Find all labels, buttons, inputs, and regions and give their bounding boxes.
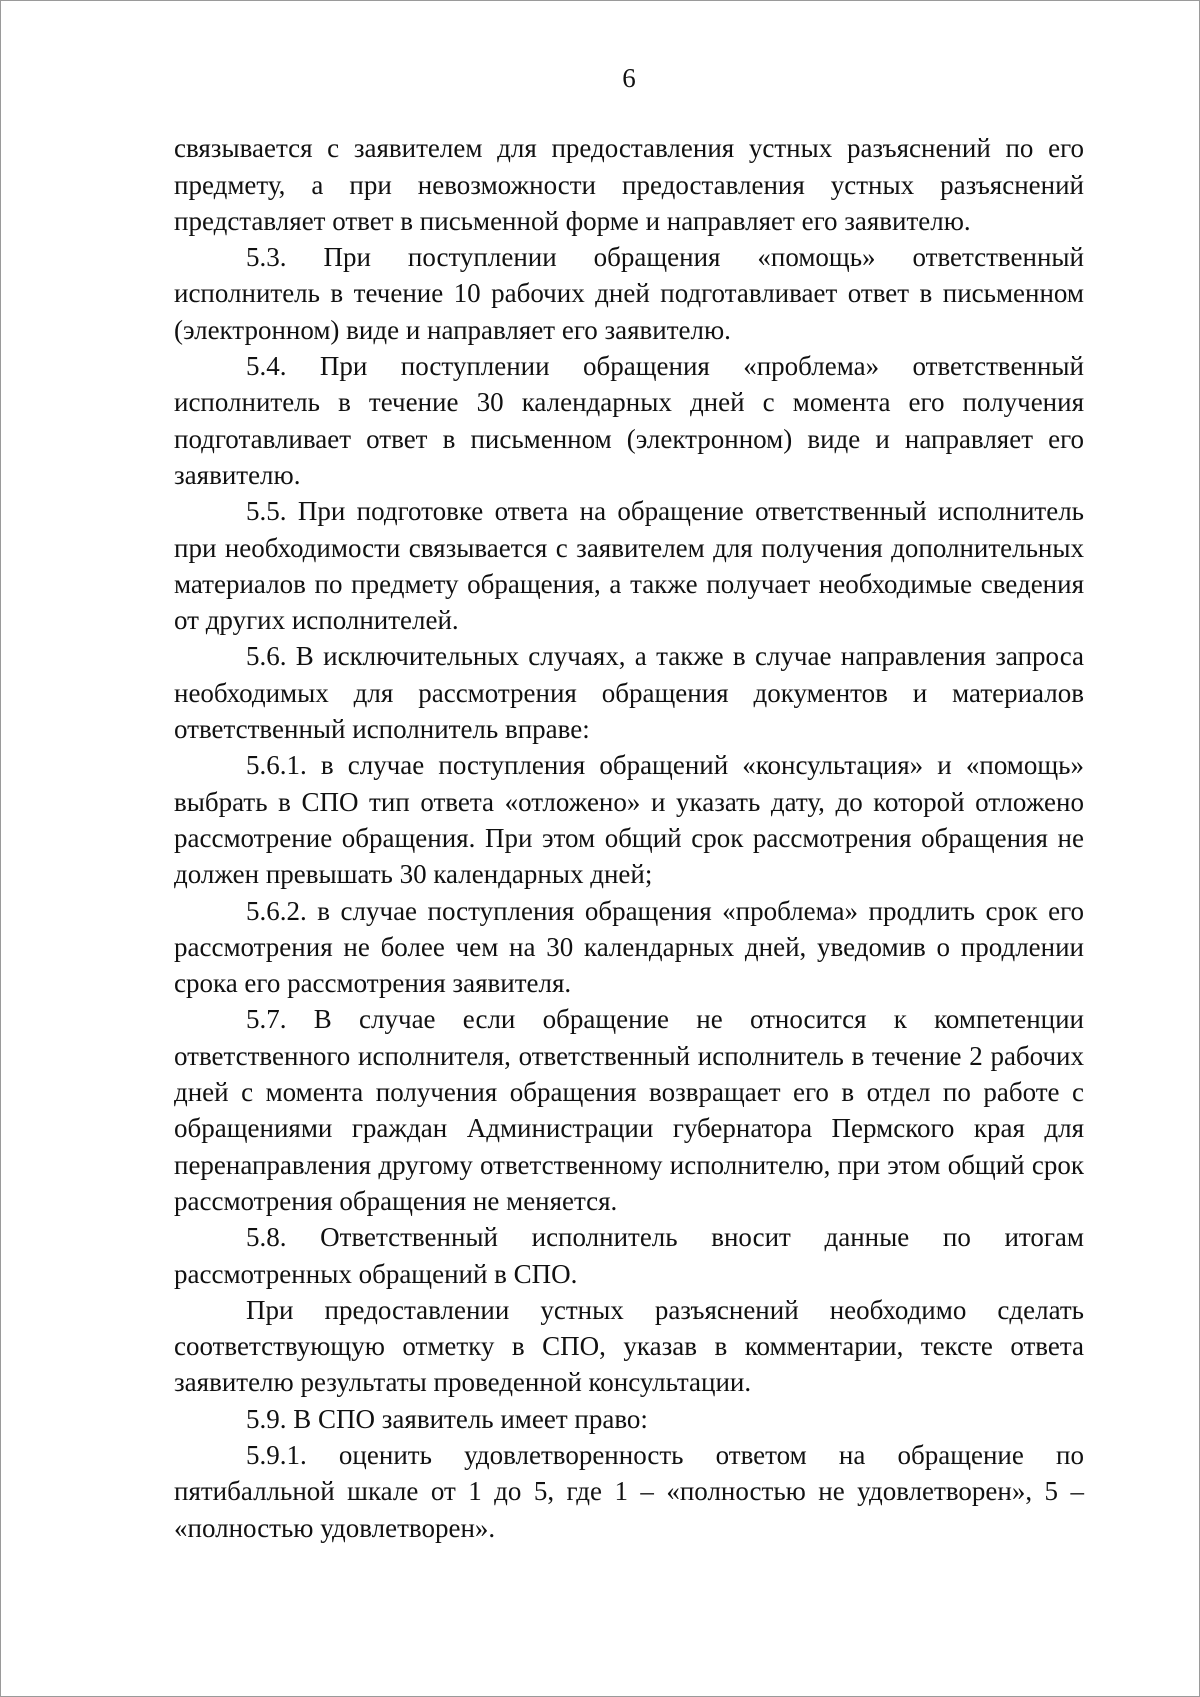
paragraph-5-6-1: 5.6.1. в случае поступления обращений «консультация» и «помощь» выбрать в СПО тип ответа «отложено» и указать дату, до которой отложено рассмотрение обращения. При этом общий срок рассмотрения обращения не должен превышать 30 календарных дней; (174, 750, 1084, 890)
page-number: 6 (622, 63, 636, 93)
paragraph-5-6-2: 5.6.2. в случае поступления обращения «проблема» продлить срок его рассмотрения не более чем на 30 календарных дней, уведомив о продлении срока его рассмотрения заявителя. (174, 895, 1084, 999)
paragraph-5-3: 5.3. При поступлении обращения «помощь» ответственный исполнитель в течение 10 рабочих дней подготавливает ответ в письменном (электронном) виде и направляет его заявителю. (174, 242, 1084, 345)
paragraph-continuation: связывается с заявителем для предоставления устных разъяснений по его предмету, а при невозможности предоставления устных разъяснений представляет ответ в письменной форме и направляет его заявителю. (174, 133, 1084, 236)
paragraph-5-5: 5.5. При подготовке ответа на обращение ответственный исполнитель при необходимости связывается с заявителем для получения дополнительных материалов по предмету обращения, а также получает необходимые сведения от других исполнителей. (174, 496, 1084, 636)
paragraph-5-9: 5.9. В СПО заявитель имеет право: (246, 1403, 648, 1434)
paragraph-5-4: 5.4. При поступлении обращения «проблема» ответственный исполнитель в течение 30 календарных дней с момента его получения подготавливает ответ в письменном (электронном) виде и направляет его заявителю. (174, 351, 1084, 490)
paragraph-5-8: 5.8. Ответственный исполнитель вносит данные по итогам рассмотренных обращений в СПО. (174, 1222, 1084, 1289)
paragraph-5-7: 5.7. В случае если обращение не относится к компетенции ответственного исполнителя, ответственный исполнитель в течение 2 рабочих дней с момента получения обращения возвращает его в отдел по работе с обращениями граждан Администрации губернатора Пермского края для перенаправления другому ответственному исполнителю, при этом общий срок рассмотрения обращения не меняется. (174, 1004, 1084, 1216)
paragraph-5-6: 5.6. В исключительных случаях, а также в случае направления запроса необходимых для рассмотрения обращения документов и материалов ответственный исполнитель вправе: (174, 641, 1084, 745)
document-page (174, 60, 1084, 1546)
paragraph-5-9-1: 5.9.1. оценить удовлетворенность ответом на обращение по пятибалльной шкале от 1 до 5, где 1 – «полностью не удовлетворен», 5 – «полностью удовлетворен». (174, 1439, 1084, 1543)
paragraph-oral-clarifications: При предоставлении устных разъяснений необходимо сделать соответствующую отметку в СПО, указав в комментарии, тексте ответа заявителю результаты проведенной консультации. (174, 1294, 1084, 1398)
